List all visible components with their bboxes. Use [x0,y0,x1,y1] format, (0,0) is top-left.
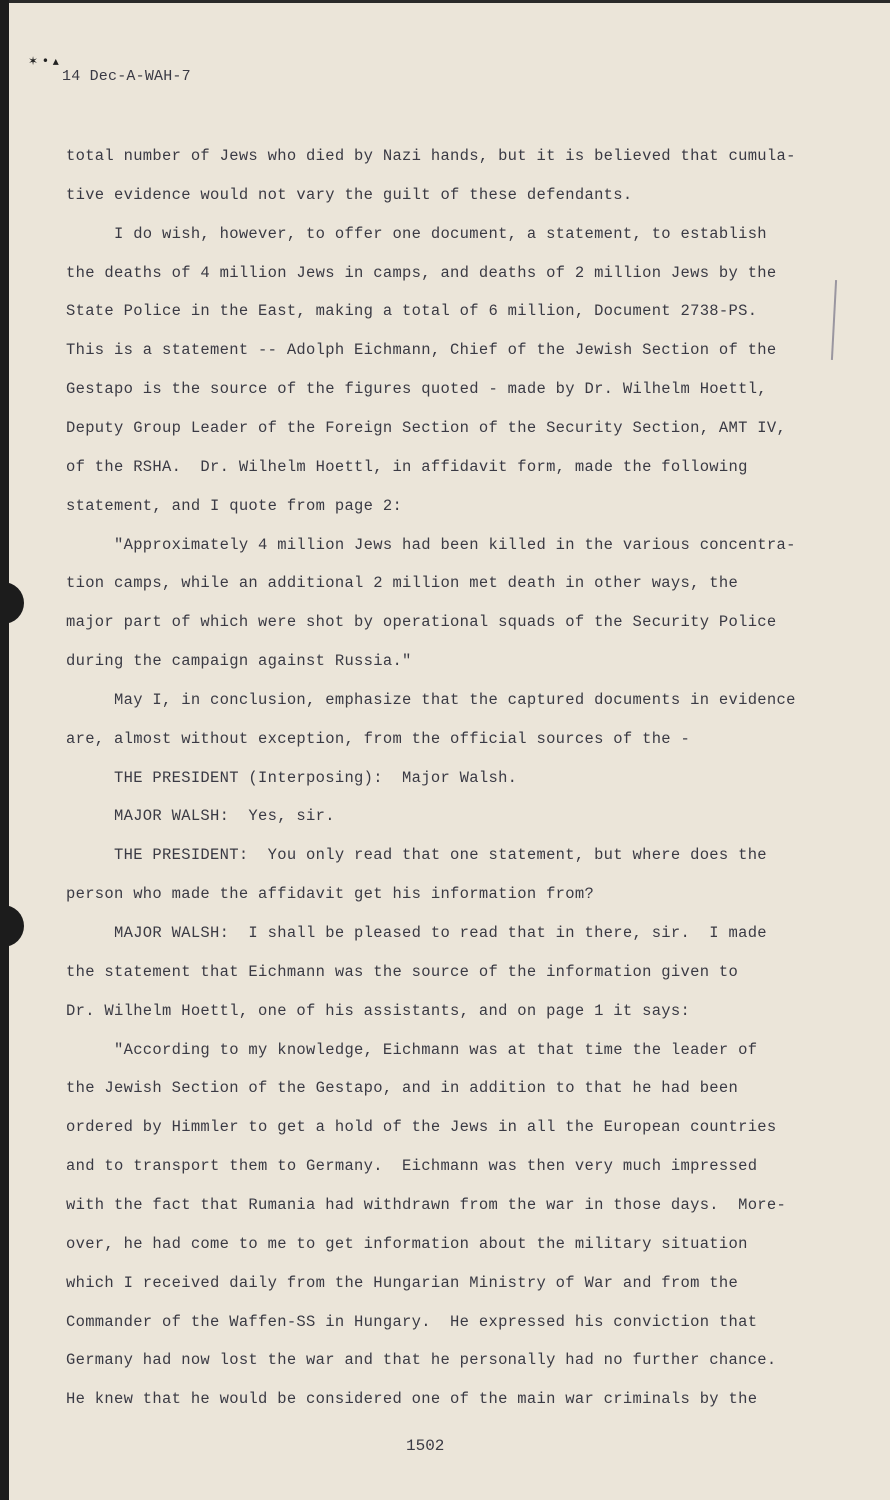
margin-pencil-line [831,280,837,360]
page-top-edge [9,0,890,3]
text-line: MAJOR WALSH: Yes, sir. [66,807,335,826]
text-line: the statement that Eichmann was the source of the information given to [66,962,739,981]
text-line: which I received daily from the Hungarian Ministry of War and from the [66,1273,739,1292]
page-binding-edge [0,0,9,1500]
text-line: with the fact that Rumania had withdrawn from the war in those days. More- [66,1195,787,1214]
text-line: Dr. Wilhelm Hoettl, one of his assistants, and on page 1 it says: [66,1001,691,1020]
text-line: and to transport them to Germany. Eichmann was then very much impressed [66,1157,758,1176]
punch-hole-bottom [0,905,24,947]
text-line: total number of Jews who died by Nazi hands, but it is believed that cumula- [66,147,796,165]
text-line: are, almost without exception, from the official sources of the - [66,729,691,748]
document-header: 14 Dec-A-WAH-7 [62,68,191,85]
text-line: the Jewish Section of the Gestapo, and in addition to that he had been [66,1079,739,1098]
page-number: 1502 [406,1437,445,1455]
text-line: Commander of the Waffen-SS in Hungary. He expressed his conviction that [66,1312,758,1331]
text-line: tion camps, while an additional 2 million met death in other ways, the [66,574,739,593]
punch-hole-top [0,582,24,624]
text-line: MAJOR WALSH: I shall be pleased to read that in there, sir. I made [66,924,767,942]
text-line: "According to my knowledge, Eichmann was at that time the leader of [66,1040,758,1059]
text-line: "Approximately 4 million Jews had been killed in the various concentra- [66,535,796,554]
text-line: person who made the affidavit get his information from? [66,885,595,904]
text-line: ordered by Himmler to get a hold of the Jews in all the European countries [66,1118,777,1137]
text-line: over, he had come to me to get information about the military situation [66,1234,748,1253]
text-line: State Police in the East, making a total of 6 million, Document 2738-PS. [66,302,758,321]
text-line: I do wish, however, to offer one document, a statement, to establish [66,224,767,243]
text-line: THE PRESIDENT (Interposing): Major Walsh. [66,768,518,787]
text-line: tive evidence would not vary the guilt of these defendants. [66,185,633,204]
text-line: He knew that he would be considered one of the main war criminals by the [66,1390,758,1409]
text-line: the deaths of 4 million Jews in camps, and deaths of 2 million Jews by the [66,263,777,282]
text-line: statement, and I quote from page 2: [66,496,403,515]
text-line: major part of which were shot by operational squads of the Security Police [66,613,777,632]
text-line: This is a statement -- Adolph Eichmann, Chief of the Jewish Section of the [66,341,777,360]
text-line: Germany had now lost the war and that he personally had no further chance. [66,1351,777,1370]
text-line: Gestapo is the source of the figures quoted - made by Dr. Wilhelm Hoettl, [66,380,767,399]
corner-mark: ✶ • ▴ [28,54,59,68]
text-line: during the campaign against Russia." [66,652,412,671]
text-line: Deputy Group Leader of the Foreign Section of the Security Section, AMT IV, [66,418,787,437]
text-line: THE PRESIDENT: You only read that one statement, but where does the [66,846,767,865]
text-line: May I, in conclusion, emphasize that the captured documents in evidence [66,690,796,709]
text-line: of the RSHA. Dr. Wilhelm Hoettl, in affidavit form, made the following [66,457,748,476]
